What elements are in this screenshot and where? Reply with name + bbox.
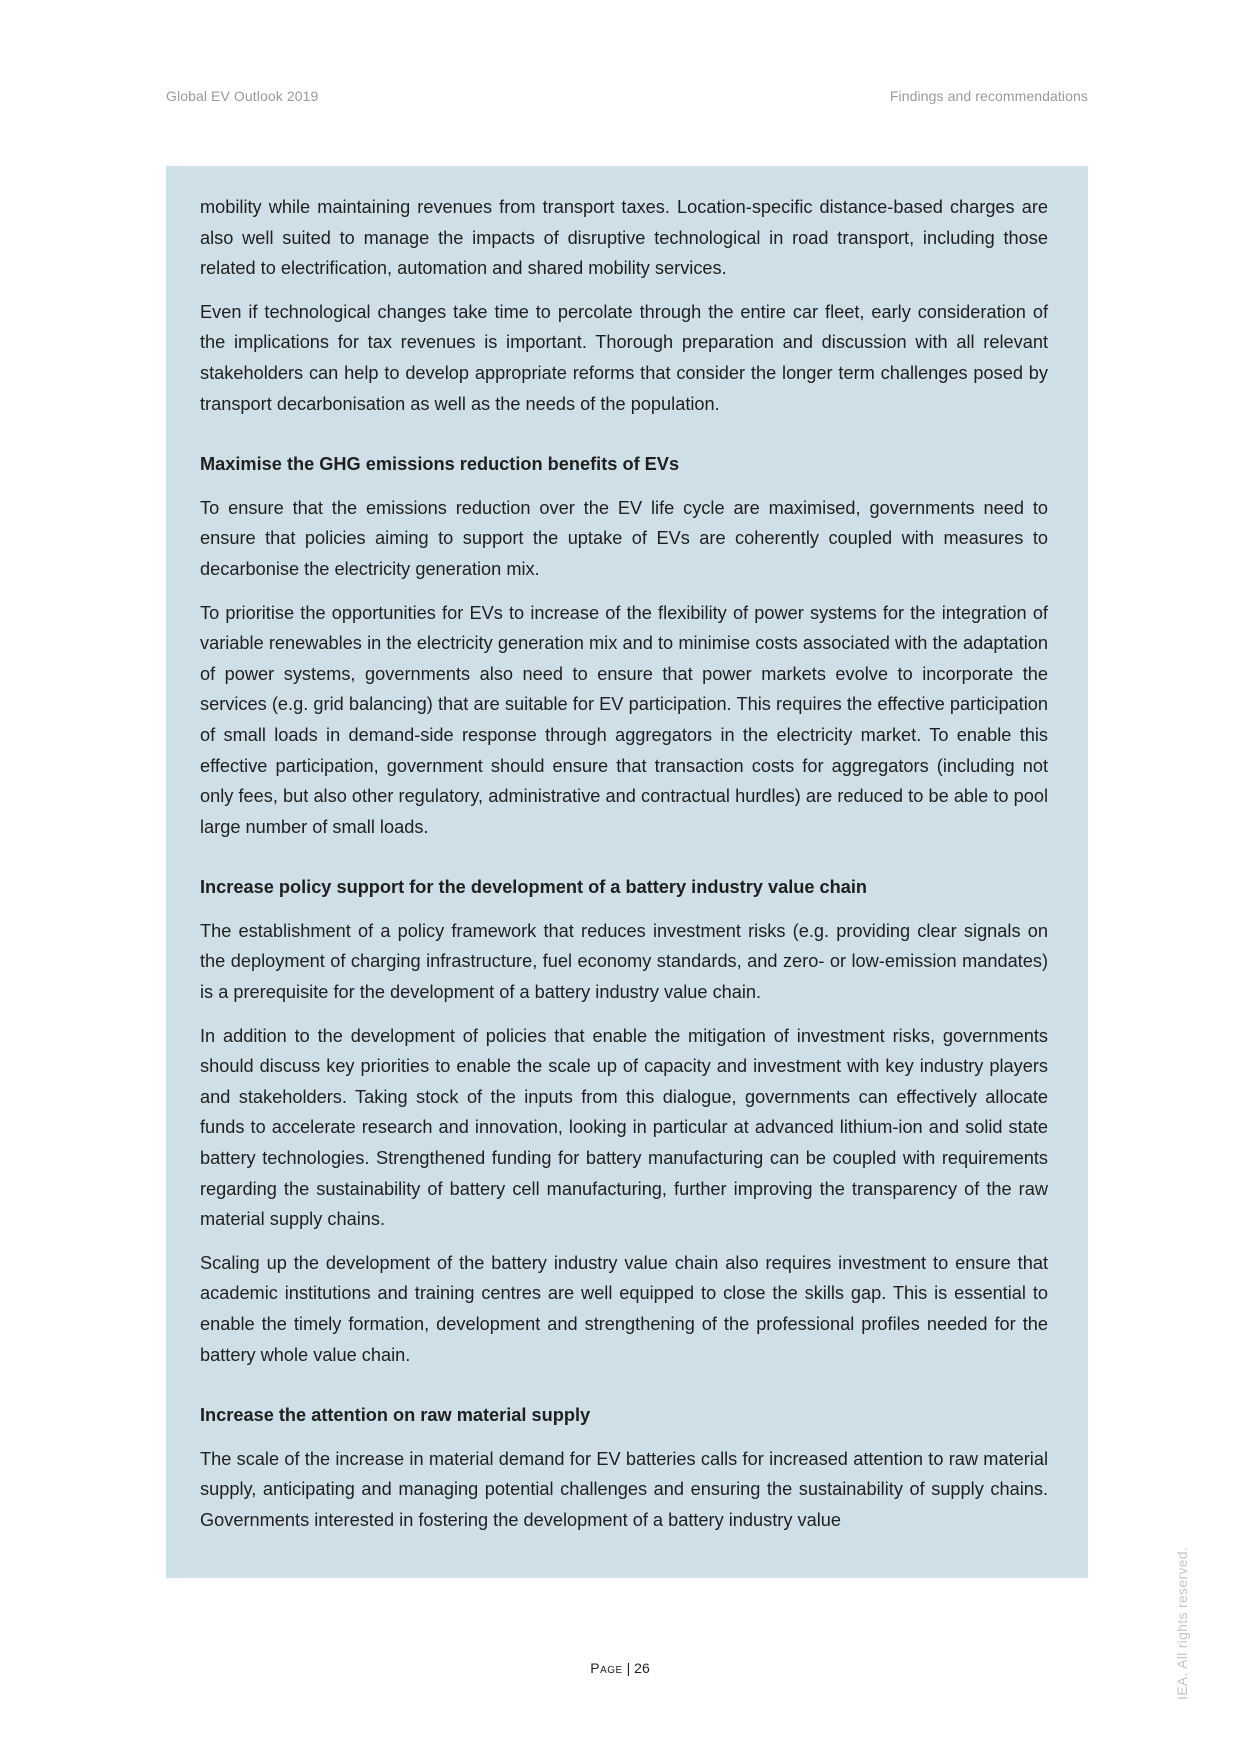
body-paragraph: The scale of the increase in material demand for EV batteries calls for increased attention to raw material supply, anticipating and managing potential challenges and ensuring the sustainability of supply chains. Governments interested in fostering the development of a battery industry value bbox=[200, 1448, 1048, 1530]
section-heading: Increase the attention on raw material supply bbox=[200, 1405, 591, 1426]
body-paragraph: To ensure that the emissions reduction over the EV life cycle are maximised, governments need to ensure that policies aiming to support the uptake of EVs are coherently coupled with measures to decarbonise the electricity generation mix. bbox=[200, 497, 1048, 579]
section-heading: Maximise the GHG emissions reduction benefits of EVs bbox=[200, 454, 680, 475]
page-separator: | bbox=[626, 1660, 631, 1676]
rights-notice: IEA. All rights reserved. bbox=[1174, 1546, 1190, 1700]
body-paragraph: The establishment of a policy framework that reduces investment risks (e.g. providing clear signals on the deployment of charging infrastructure, fuel economy standards, and zero- or low-emission mandates) is a prerequisite for the development of a battery industry value chain. bbox=[200, 920, 1048, 1003]
page-label: Page bbox=[590, 1660, 623, 1676]
body-paragraph: mobility while maintaining revenues from transport taxes. Location-specific distance-based charges are also well suited to manage the impacts of disruptive technological in road transport, including those related to electrification, automation and shared mobility services. bbox=[200, 197, 1048, 279]
running-header-section: Findings and recommendations bbox=[889, 88, 1088, 104]
body-paragraph: Even if technological changes take time to percolate through the entire car fleet, early consideration of the implications for tax revenues is important. Thorough preparation and discussion with all relevant stakeholders can help to develop appropriate reforms that consider the longer term challenges posed by transport decarbonisation as well as the needs of the population. bbox=[200, 301, 1048, 414]
page-number-value: 26 bbox=[634, 1660, 650, 1676]
section-heading: Increase policy support for the development of a battery industry value chain bbox=[200, 877, 868, 898]
body-paragraph: In addition to the development of policies that enable the mitigation of investment risks, governments should discuss key priorities to enable the scale up of capacity and investment with key industry players and stakeholders. Taking stock of the inputs from this dialogue, governments can effectively allocate funds to accelerate research and innovation, looking in particular at advanced lithium-ion and solid state battery technologies. Strengthened funding for battery manufacturing can be coupled with requirements regarding the sustainability of battery cell manufacturing, further improving the transparency of the raw material supply chains. bbox=[200, 1025, 1048, 1230]
running-header-title: Global EV Outlook 2019 bbox=[166, 88, 319, 104]
recommendations-box bbox=[166, 166, 1088, 1578]
body-paragraph: Scaling up the development of the battery industry value chain also requires investment to ensure that academic institutions and training centres are well equipped to close the skills gap. This is essential to enable the timely formation, development and strengthening of the professional profiles needed for the battery whole value chain. bbox=[200, 1252, 1048, 1365]
page-number bbox=[0, 1660, 1240, 1676]
body-paragraph: To prioritise the opportunities for EVs to increase of the flexibility of power systems for the integration of variable renewables in the electricity generation mix and to minimise costs associated with the adaptation of power systems, governments also need to ensure that power markets evolve to incorporate the services (e.g. grid balancing) that are suitable for EV participation. This requires the effective participation of small loads in demand-side response through aggregators in the electricity market. To enable this effective participation, government should ensure that transaction costs for aggregators (including not only fees, but also other regulatory, administrative and contractual hurdles) are reduced to be able to pool large number of small loads. bbox=[200, 602, 1048, 837]
